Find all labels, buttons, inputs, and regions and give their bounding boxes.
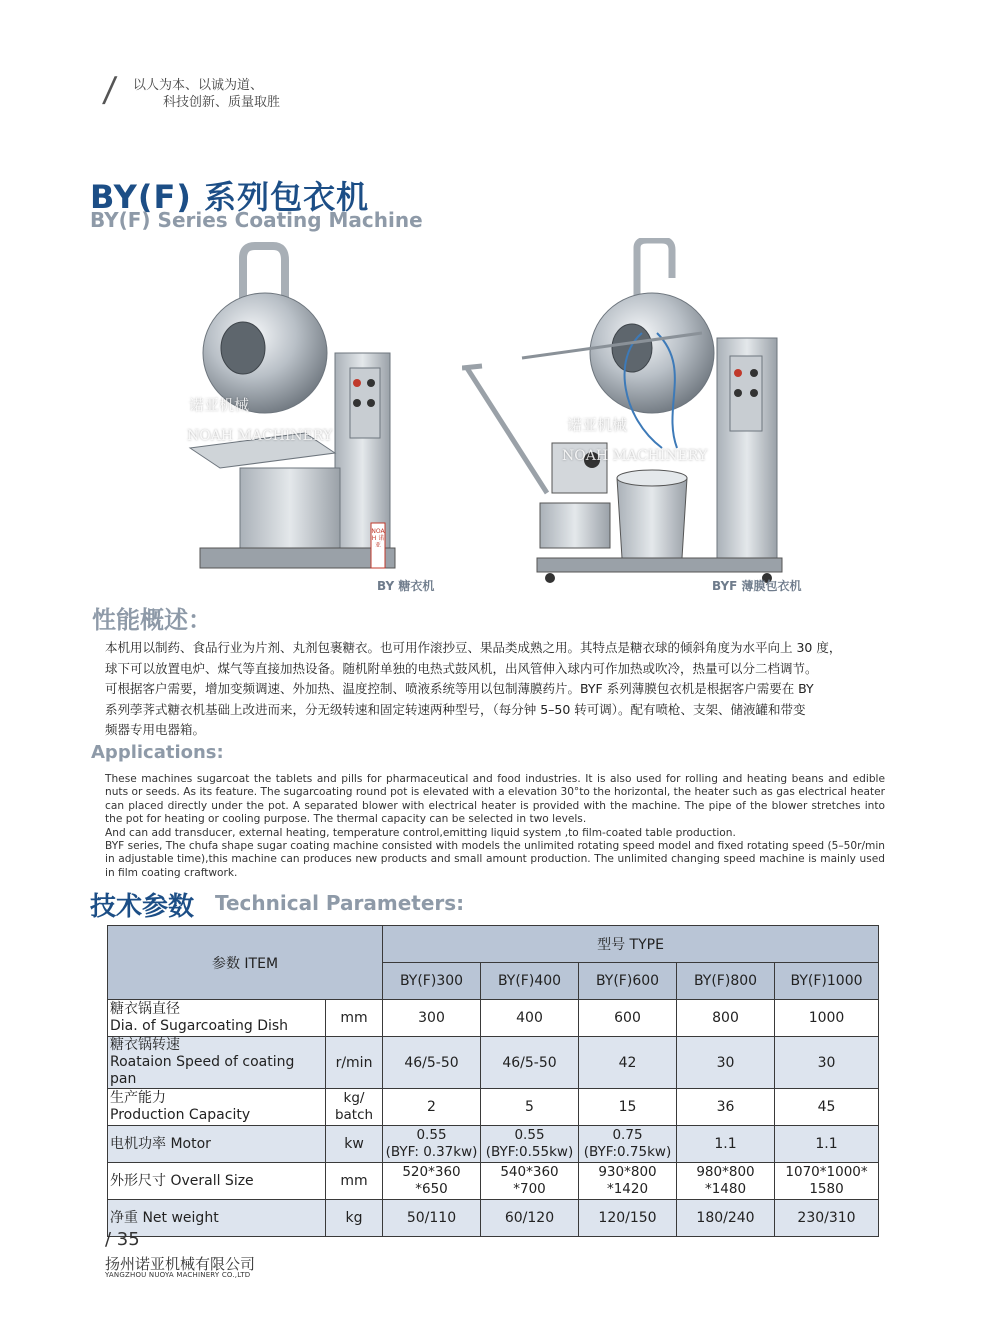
param-value: 36 [677,1089,775,1126]
model-header: BY(F)800 [677,963,775,1000]
param-name-cell: 净重 Net weight [108,1200,326,1237]
performance-line: 系列荸荠式糖衣机基础上改进而来，分无级转速和固定转速两种型号，（每分钟 5–50 转可调）。配有喷枪、支架、储液罐和带变 [105,701,806,717]
param-unit: kw [326,1126,383,1163]
param-unit-line: batch [334,1107,374,1123]
model-header: BY(F)1000 [775,963,879,1000]
param-value: 1.1 [775,1126,879,1163]
param-value: 46/5-50 [383,1037,481,1089]
type-header: 型号 TYPE [383,926,879,963]
technical-heading-en: Technical Parameters: [215,891,465,915]
param-value: 42 [579,1037,677,1089]
param-value: 800 [677,1000,775,1037]
param-name-cell: 外形尺寸 Overall Size [108,1163,326,1200]
page-number: / 35 [105,1229,140,1250]
param-name-cell [108,1037,326,1089]
param-unit-line: kg/ [343,1090,365,1106]
model-header: BY(F)300 [383,963,481,1000]
title-chinese: BY(F) 系列包衣机 [90,178,370,216]
performance-line: 频器专用电器箱。 [105,722,206,737]
table-row [108,1037,879,1089]
param-value: 60/120 [481,1200,579,1237]
table-header-row [108,926,879,963]
param-value: 1000 [775,1000,879,1037]
slogan-line-2: 科技创新、质量取胜 [163,95,281,110]
param-value: 45 [775,1089,879,1126]
param-value: 0.55 (BYF:0.55kw) [481,1126,579,1163]
company-name-cn: 扬州诺亚机械有限公司 [105,1255,256,1273]
param-value: 600 [579,1000,677,1037]
watermark-cn-left: 诺亚机械 [189,396,250,414]
technical-heading-cn: 技术参数 [90,892,195,922]
param-value: 400 [481,1000,579,1037]
param-value: 1.1 [677,1126,775,1163]
param-value: 30 [677,1037,775,1089]
param-value: 15 [579,1089,677,1126]
caption-right: BYF 薄膜包衣机 [712,579,802,593]
param-value: 46/5-50 [481,1037,579,1089]
param-unit: mm [326,1163,383,1200]
performance-line: 可根据客户需要，增加变频调速、外加热、温度控制、喷液系统等用以包制薄膜药片。BYF 系列薄膜包衣机是根据客户需要在 BY [105,681,814,696]
header-slash: / [101,70,119,110]
param-value: 540*360 *700 [481,1163,579,1200]
param-value: 2 [383,1089,481,1126]
table-row [108,1200,879,1237]
param-value: 50/110 [383,1200,481,1237]
slogan-line-1: 以人为本、以诚为道、 [133,78,264,93]
film-coating-machine-illustration [462,238,822,598]
param-value: 980*800 *1480 [677,1163,775,1200]
performance-heading: 性能概述： [92,606,212,634]
applications-heading: Applications: [91,742,224,763]
param-name-en: Roataion Speed of coating pan [110,1054,295,1087]
watermark-cn-right: 诺亚机械 [567,416,628,434]
param-name-en: Dia. of Sugarcoating Dish [110,1018,289,1034]
caption-left: BY 糖衣机 [377,579,435,593]
performance-body [105,638,885,741]
param-value: 230/310 [775,1200,879,1237]
param-unit [326,1089,383,1126]
param-value: 1070*1000* 1580 [775,1163,879,1200]
param-name-cn: 生产能力 [110,1090,166,1106]
table-row [108,1089,879,1126]
param-value: 520*360 *650 [383,1163,481,1200]
param-value: 300 [383,1000,481,1037]
technical-parameters-table [107,925,879,1237]
param-name-en: Production Capacity [110,1107,251,1123]
param-value: 120/150 [579,1200,677,1237]
param-name-cell [108,1089,326,1126]
by-machine-image [185,238,455,598]
param-value: 5 [481,1089,579,1126]
param-name-cn: 糖衣锅直径 [110,1001,180,1017]
performance-line: 本机用以制药、食品行业为片剂、丸剂包裹糖衣。也可用作滚抄豆、果品类成熟之用。其特点是糖衣球的倾斜角度为水平向上 30 度， [105,640,842,655]
param-name-cn: 糖衣锅转速 [110,1037,180,1053]
table-row [108,1000,879,1037]
model-header: BY(F)600 [579,963,677,1000]
watermark-en-left: NOAH MACHINERY [187,428,333,444]
model-header: BY(F)400 [481,963,579,1000]
company-name-en: YANGZHOU NUOYA MACHINERY CO.,LTD [105,1271,251,1279]
param-name-cell [108,1000,326,1037]
performance-line: 球下可以放置电炉、煤气等直接加热设备。随机附单独的电热式鼓风机，出风管伸入球内可作加热或吹冷，热量可以分二档调节。 [105,660,818,676]
table-row [108,1163,879,1200]
param-value: 0.75 (BYF:0.75kw) [579,1126,677,1163]
param-value: 180/240 [677,1200,775,1237]
item-header: 参数 ITEM [108,926,383,1000]
param-name-cell: 电机功率 Motor [108,1126,326,1163]
applications-paragraph-1: These machines sugarcoat the tablets and pills for pharmaceutical and food industries. It is also used for rolling and heating beans and edible nuts or seeds. As its feature. The sugarcoating round pot is elevated with a elevation 30°to the horizontal, the heater such as gas electrical heater can placed directly under the pot. A separated blower with electrical heater is provided with the machine. The pipe of the blower stretches into the pot for heating or cooling purpose. The thermal capacity can be selected in two levels. [105,773,885,826]
byf-machine-image [462,238,822,598]
param-value: 30 [775,1037,879,1089]
applications-paragraph-2: And can add transducer, external heating, temperature control,emitting liquid system ,to film-coated table production. [105,826,736,839]
param-value: 0.55 (BYF: 0.37kw) [383,1126,481,1163]
title-english: BY(F) Series Coating Machine [90,208,423,232]
param-value: 930*800 *1420 [579,1163,677,1200]
applications-paragraph-3: BYF series, The chufa shape sugar coating machine consisted with models the unlimited rotating speed model and fixed rotating speed (5–50r/min in adjustable time),this machine can produces new products and small amount production. The unlimited changing speed machine is mainly used in film coating craftwork. [105,840,885,879]
param-unit: kg [326,1200,383,1237]
param-unit: r/min [326,1037,383,1089]
param-unit: mm [326,1000,383,1037]
applications-body [105,773,885,880]
watermark-en-right: NOAH MACHINERY [562,448,708,464]
table-row [108,1126,879,1163]
brand-mark-left: NOAH 诺亚 [371,528,385,549]
sugar-coating-machine-illustration [185,238,455,598]
